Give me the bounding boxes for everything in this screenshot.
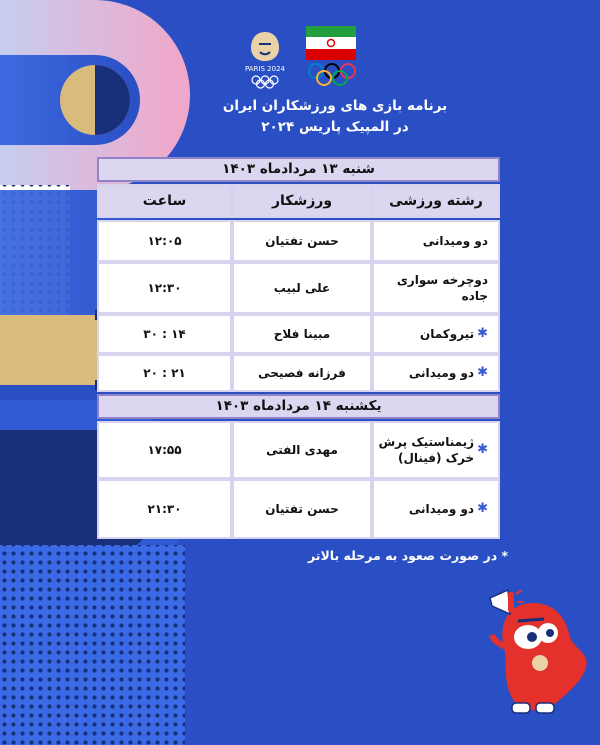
table-row-sport <box>372 479 500 539</box>
table-row-time: ۱۴ : ۳۰ <box>97 314 232 354</box>
table-row-athlete: حسن تفتیان <box>232 220 372 262</box>
day-header-sunday: یکشنبه ۱۴ مردادماه ۱۴۰۳ <box>97 394 500 419</box>
table-row-time: ۲۱ : ۲۰ <box>97 354 232 392</box>
footnote: * در صورت صعود به مرحله بالاتر <box>308 548 508 563</box>
olympic-rings-icon <box>306 62 358 88</box>
table-row-sport <box>372 354 500 392</box>
day-header-saturday: شنبه ۱۳ مردادماه ۱۴۰۳ <box>97 157 500 182</box>
paris-2024-logo-icon <box>240 28 290 90</box>
megaphone-icon <box>486 584 526 620</box>
table-row-time: ۱۷:۵۵ <box>97 421 232 479</box>
column-header-sport: رشته ورزشی <box>372 184 500 218</box>
column-header-time: ساعت <box>97 184 232 218</box>
sport-label: دو ومیدانی <box>422 234 488 248</box>
asterisk-icon: ✱ <box>477 365 488 380</box>
title-line-1: برنامه بازی های ورزشکاران ایران <box>222 98 448 114</box>
asterisk-icon: ✱ <box>477 326 488 341</box>
sport-label: تیروکمان <box>419 327 475 341</box>
title-line-2: در المپیک پاریس ۲۰۲۴ <box>261 119 409 135</box>
sport-label: دو ومیدانی <box>408 502 475 516</box>
sport-label: دوچرخه سواری جاده <box>396 273 488 303</box>
table-row-athlete: حسن تفتیان <box>232 479 372 539</box>
sport-label: دو ومیدانی <box>408 366 475 380</box>
table-row-athlete: مهدی الفتی <box>232 421 372 479</box>
table-row-sport <box>372 314 500 354</box>
table-row-sport <box>372 421 500 479</box>
sport-label: ژیمناستیک پرش خرک (فینال) <box>378 435 475 465</box>
asterisk-icon: ✱ <box>477 501 488 516</box>
page-title <box>200 96 470 138</box>
table-row-time: ۱۲:۰۵ <box>97 220 232 262</box>
table-row-athlete: فرزانه فصیحی <box>232 354 372 392</box>
asterisk-icon: ✱ <box>477 442 488 457</box>
table-row-time: ۲۱:۳۰ <box>97 479 232 539</box>
iran-flag-icon <box>306 26 356 60</box>
column-header-athlete: ورزشکار <box>232 184 372 218</box>
table-row-time: ۱۲:۳۰ <box>97 262 232 314</box>
table-row-athlete: مبینا فلاح <box>232 314 372 354</box>
table-row-sport <box>372 262 500 314</box>
paris-logo-text: PARIS 2024 <box>245 65 285 73</box>
table-row-sport <box>372 220 500 262</box>
table-row-athlete: علی لبیب <box>232 262 372 314</box>
